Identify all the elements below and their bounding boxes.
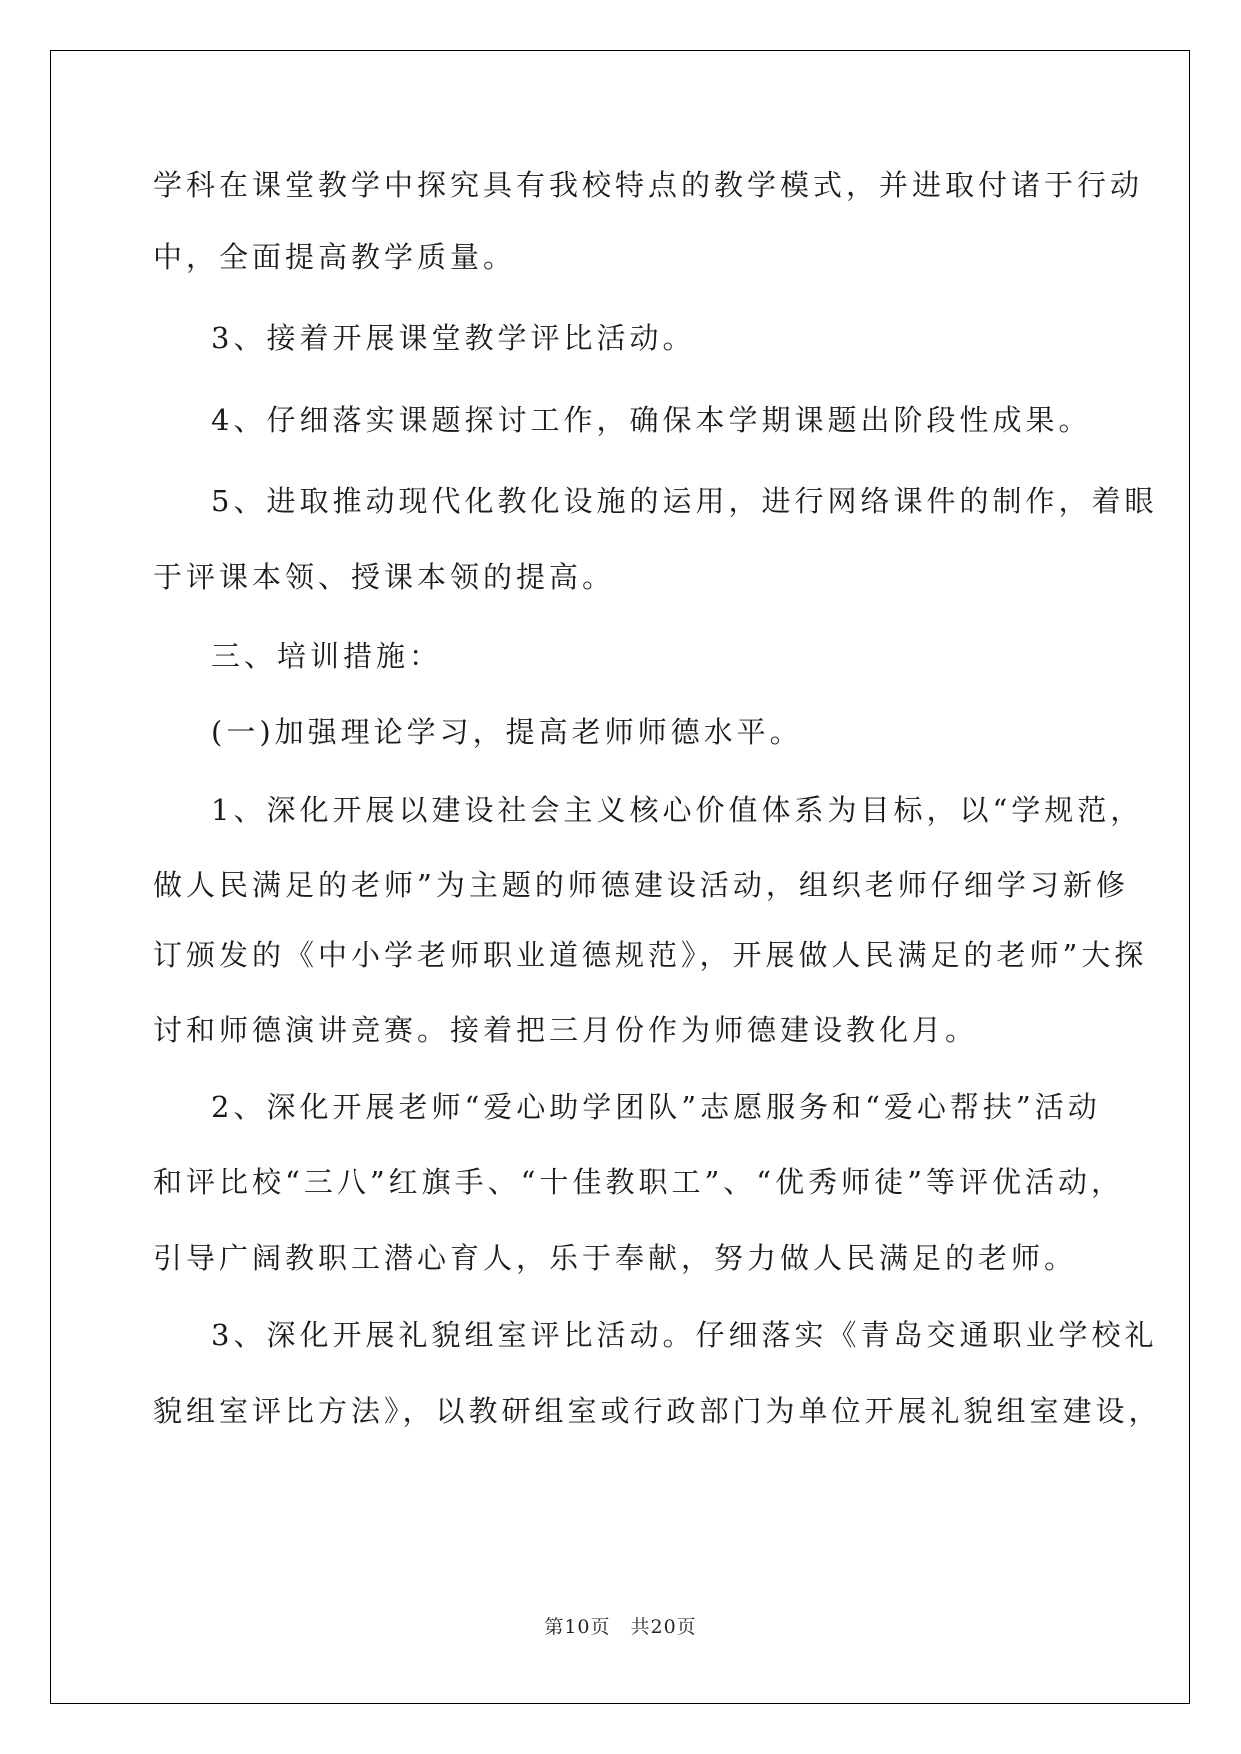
list-item-5: 5、进取推动现代化教化设施的运用，进行网络课件的制作，着眼 — [211, 484, 1158, 518]
paragraph-line: 学科在课堂教学中探究具有我校特点的教学模式，并进取付诸于行动 — [153, 168, 1144, 202]
list-item-3b: 3、深化开展礼貌组室评比活动。仔细落实《青岛交通职业学校礼 — [211, 1318, 1158, 1352]
paragraph-line: 讨和师德演讲竞赛。接着把三月份作为师德建设教化月。 — [153, 1013, 979, 1047]
paragraph-line: 貌组室评比方法》，以教研组室或行政部门为单位开展礼貌组室建设， — [153, 1394, 1162, 1428]
page-number: 第10页 共20页 — [544, 1616, 697, 1638]
list-item-2: 2、深化开展老师“爱心助学团队”志愿服务和“爱心帮扶”活动 — [211, 1090, 1101, 1124]
paragraph-line: 做人民满足的老师”为主题的师德建设活动，组织老师仔细学习新修 — [153, 868, 1129, 902]
section-heading: 三、培训措施： — [211, 639, 443, 673]
list-item-1: 1、深化开展以建设社会主义核心价值体系为目标，以“学规范， — [211, 793, 1144, 827]
paragraph-line: 引导广阔教职工潜心育人，乐于奉献，努力做人民满足的老师。 — [153, 1241, 1078, 1275]
list-item-3: 3、接着开展课堂教学评比活动。 — [211, 321, 696, 355]
paragraph-line: 于评课本领、授课本领的提高。 — [153, 560, 616, 594]
paragraph-line: 订颁发的《中小学老师职业道德规范》，开展做人民满足的老师”大探 — [153, 938, 1148, 972]
subsection-heading: (一)加强理论学习，提高老师师德水平。 — [211, 715, 803, 749]
paragraph-line: 和评比校“三八”红旗手、“十佳教职工”、“优秀师徒”等评优活动， — [153, 1165, 1124, 1199]
list-item-4: 4、仔细落实课题探讨工作，确保本学期课题出阶段性成果。 — [211, 403, 1092, 437]
paragraph-line: 中，全面提高教学质量。 — [153, 240, 517, 274]
